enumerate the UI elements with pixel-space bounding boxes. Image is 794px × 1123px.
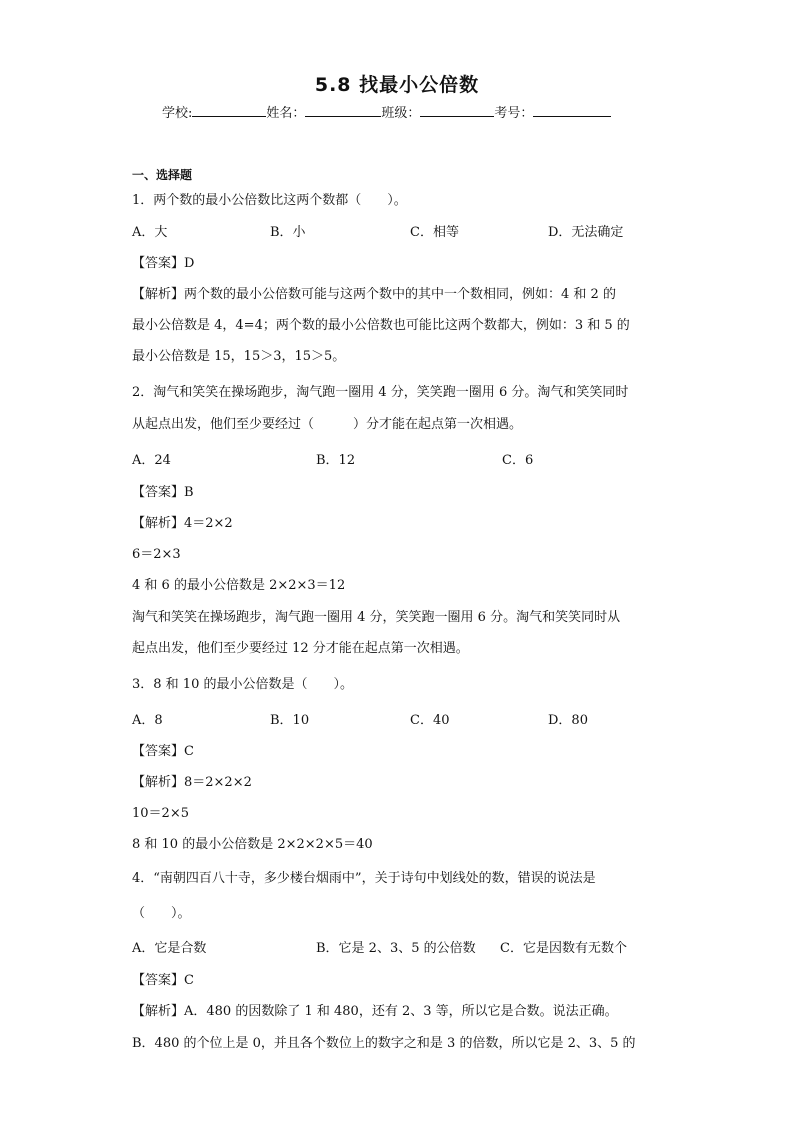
class-label: 班级：	[381, 106, 421, 121]
q3-option-a: A．8	[132, 713, 163, 728]
school-label: 学校:	[162, 106, 193, 121]
q3-answer: 【答案】C	[132, 744, 194, 759]
q2-stem-line: 从起点出发，他们至少要经过（ ）分才能在起点第一次相遇。	[132, 417, 523, 432]
q2-analysis-line: 淘气和笑笑在操场跑步，淘气跑一圈用 4 分，笑笑跑一圈用 6 分。淘气和笑笑同时从	[132, 610, 621, 625]
q3-option-c: C．40	[410, 713, 450, 728]
q2-option-a: A．24	[132, 453, 171, 468]
q4-option-b: B．它是 2、3、5 的公倍数	[316, 941, 476, 956]
q3-analysis-line: 8 和 10 的最小公倍数是 2×2×2×5＝40	[132, 837, 373, 852]
exam-no-blank	[533, 104, 611, 117]
class-blank	[420, 104, 494, 117]
q2-analysis-line: 起点出发，他们至少要经过 12 分才能在起点第一次相遇。	[132, 641, 469, 656]
exam-no-label: 考号：	[494, 106, 534, 121]
page-title: 5.8 找最小公倍数	[314, 74, 480, 96]
q3-option-b: B．10	[270, 713, 310, 728]
q2-option-c: C．6	[502, 453, 534, 468]
q3-analysis-line: 【解析】8＝2×2×2	[132, 775, 252, 790]
q2-analysis-line: 4 和 6 的最小公倍数是 2×2×3＝12	[132, 578, 346, 593]
q1-option-b: B．小	[270, 225, 306, 240]
q4-stem-line: 4．“南朝四百八十寺，多少楼台烟雨中”，关于诗句中划线处的数，错误的说法是	[132, 871, 596, 886]
q1-option-d: D．无法确定	[548, 225, 624, 240]
q1-option-c: C．相等	[410, 225, 459, 240]
q1-option-a: A．大	[132, 225, 168, 240]
name-label: 姓名：	[266, 106, 306, 121]
q4-stem-line: （ ）。	[132, 906, 191, 921]
q2-option-b: B．12	[316, 453, 356, 468]
q1-answer: 【答案】D	[132, 256, 195, 271]
name-blank	[305, 104, 381, 117]
q2-analysis-line: 【解析】4＝2×2	[132, 516, 233, 531]
q4-answer: 【答案】C	[132, 973, 194, 988]
q1-analysis-line: 最小公倍数是 4，4=4；两个数的最小公倍数也可能比这两个数都大，例如：3 和 5 的	[132, 318, 630, 333]
q2-stem-line: 2．淘气和笑笑在操场跑步，淘气跑一圈用 4 分，笑笑跑一圈用 6 分。淘气和笑笑同时	[132, 385, 629, 400]
student-info-row	[162, 102, 611, 121]
q1-stem: 1．两个数的最小公倍数比这两个数都（ ）。	[132, 193, 407, 208]
q3-analysis-line: 10＝2×5	[132, 806, 189, 821]
q3-option-d: D．80	[548, 713, 588, 728]
q1-analysis-line: 最小公倍数是 15，15＞3，15＞5。	[132, 349, 346, 364]
q4-option-a: A．它是合数	[132, 941, 207, 956]
section-heading: 一、选择题	[132, 168, 193, 182]
q2-answer: 【答案】B	[132, 485, 194, 500]
school-blank	[192, 104, 266, 117]
q2-analysis-line: 6＝2×3	[132, 547, 181, 562]
q4-analysis-line: B．480 的个位上是 0，并且各个数位上的数字之和是 3 的倍数，所以它是 2、3、5 的	[132, 1036, 636, 1051]
q4-analysis-line: 【解析】A．480 的因数除了 1 和 480，还有 2、3 等，所以它是合数。说法正确。	[132, 1004, 618, 1019]
q3-stem: 3．8 和 10 的最小公倍数是（ ）。	[132, 677, 353, 692]
q4-option-c: C．它是因数有无数个	[500, 941, 627, 956]
q1-analysis-line: 【解析】两个数的最小公倍数可能与这两个数中的其中一个数相同，例如：4 和 2 的	[132, 287, 616, 302]
